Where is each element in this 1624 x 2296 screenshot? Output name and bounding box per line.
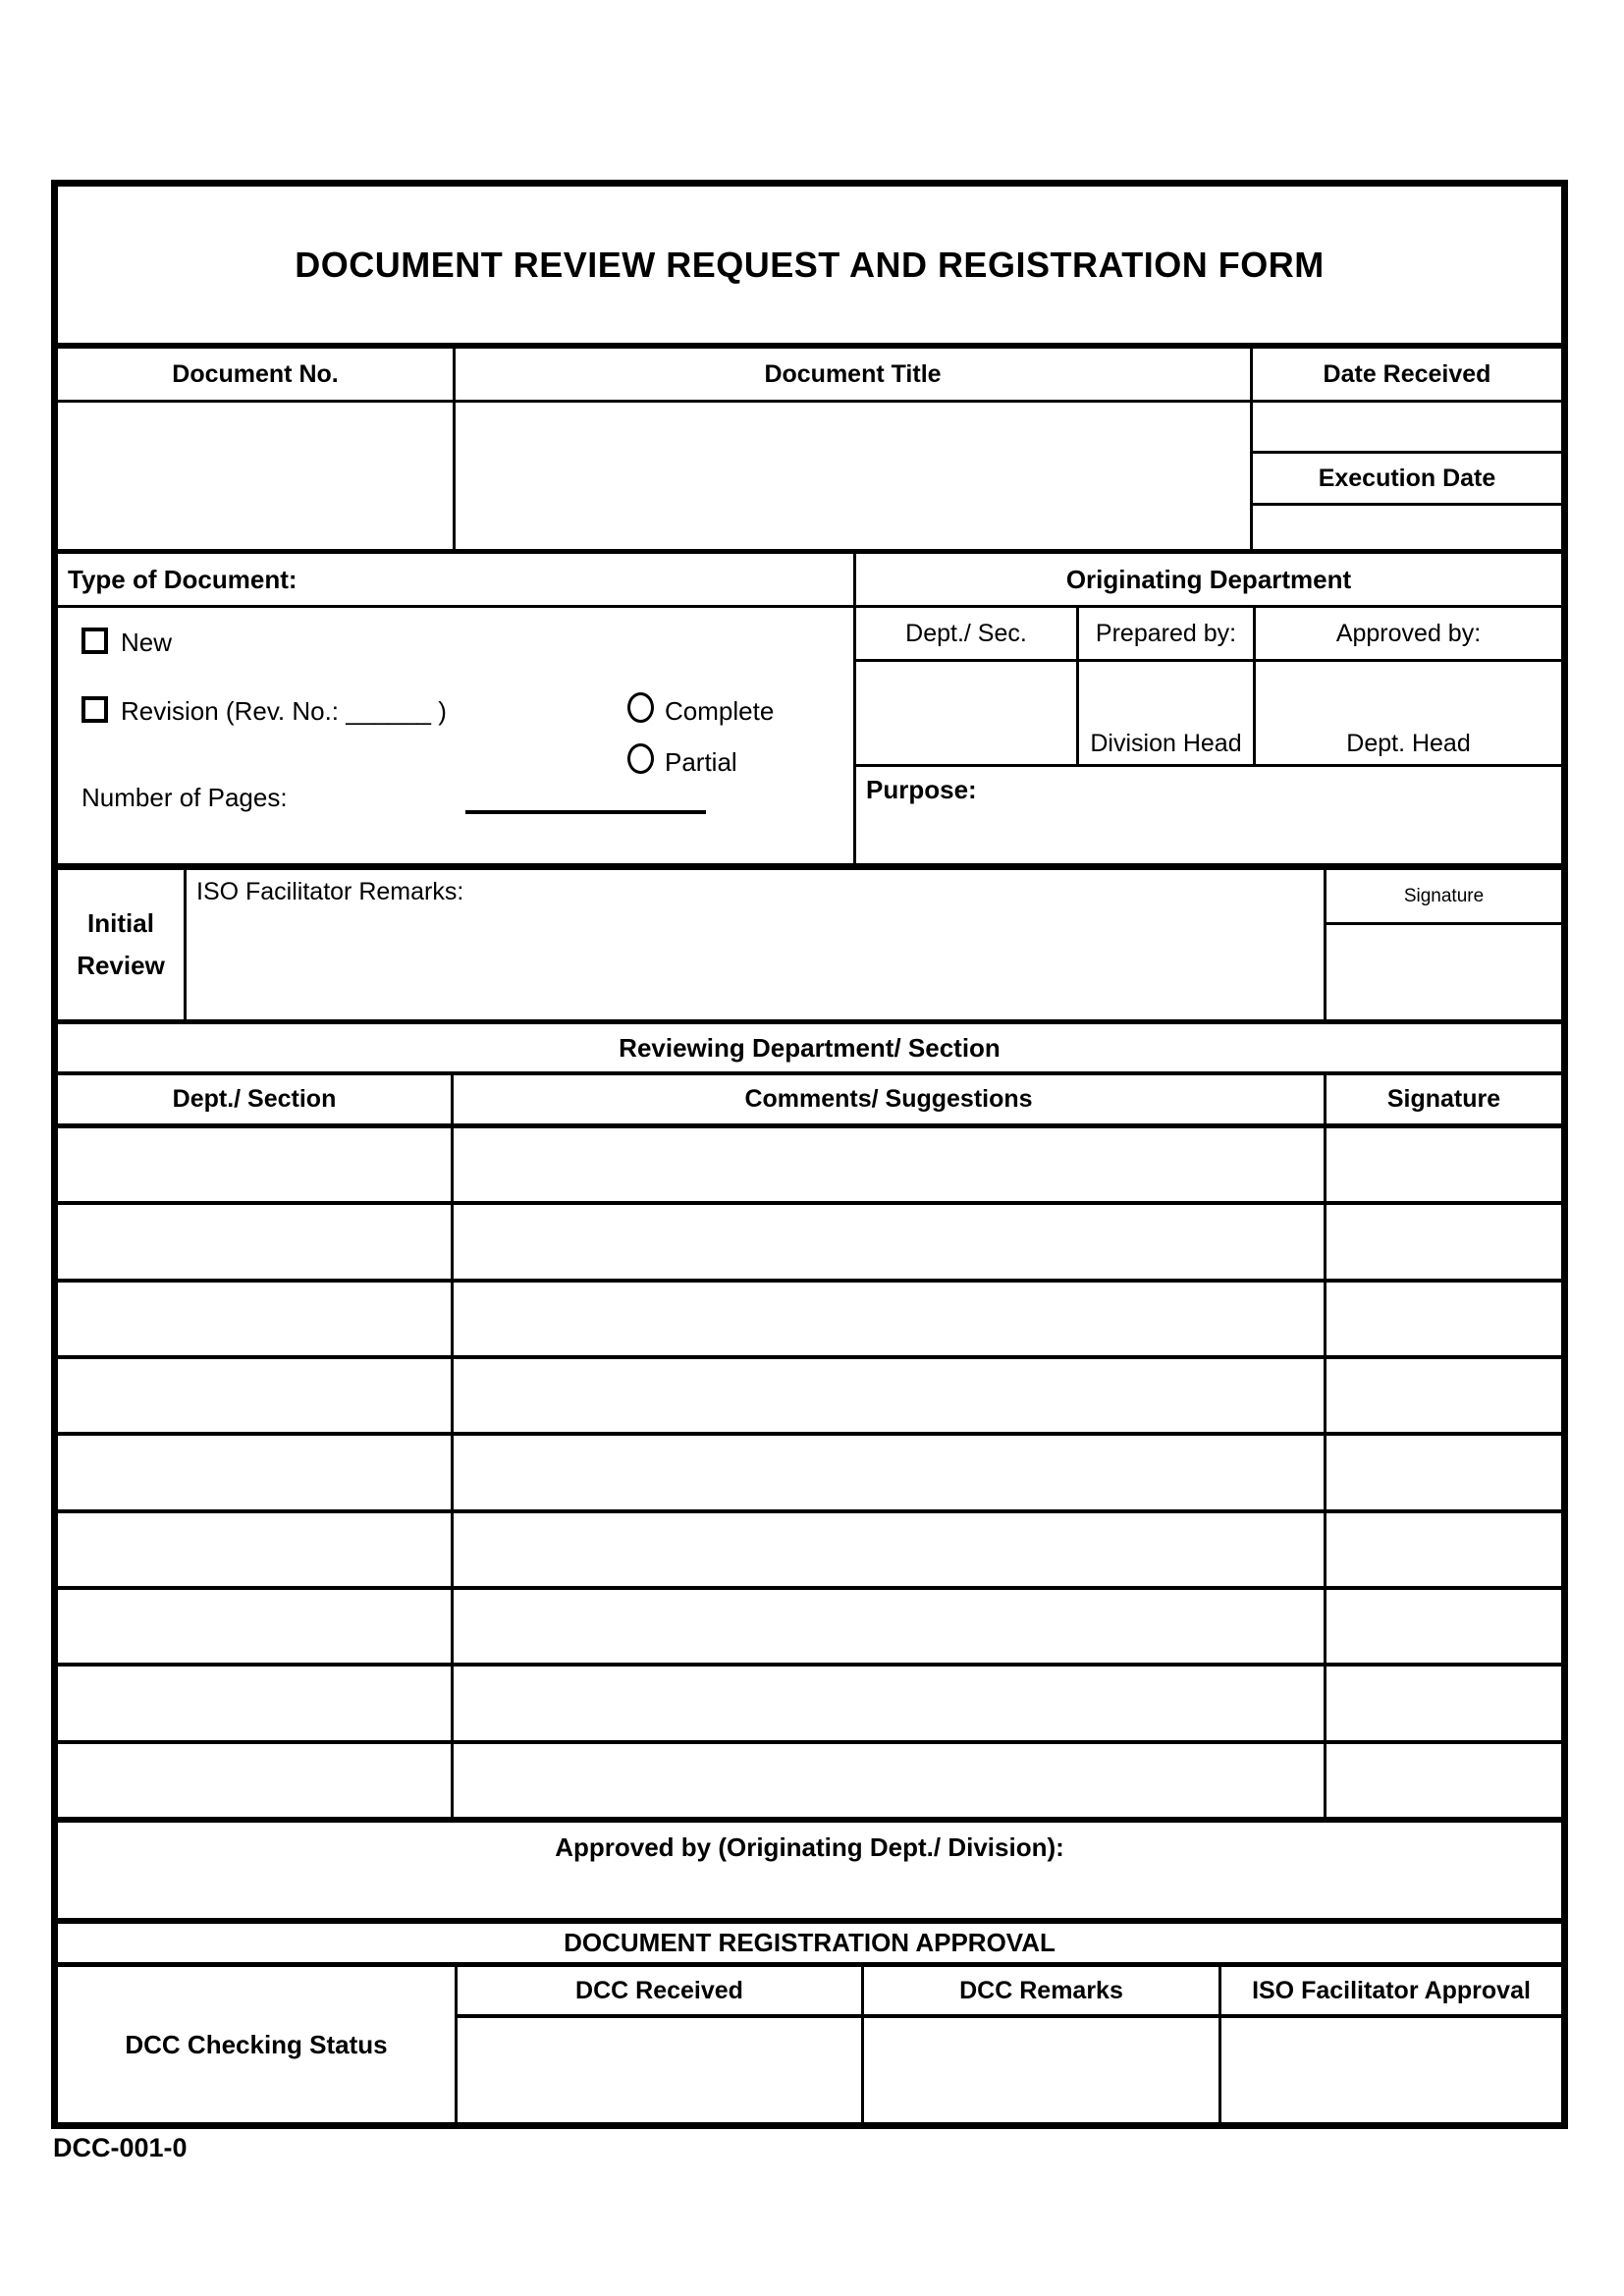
signature-cell[interactable] [1324, 1590, 1561, 1663]
signature-header: Signature [1403, 885, 1485, 906]
iso-facilitator-remarks-label: ISO Facilitator Remarks: [196, 878, 464, 905]
dept-section-cell[interactable] [58, 1590, 451, 1663]
comments-cell[interactable] [451, 1590, 1324, 1663]
document-no-column [58, 349, 453, 549]
dept-section-cell[interactable] [58, 1359, 451, 1432]
dept-sec-header: Dept./ Sec. [905, 619, 1027, 647]
dates-column [1250, 349, 1561, 549]
iso-facilitator-approval-header: ISO Facilitator Approval [1221, 1967, 1561, 2018]
iso-facilitator-approval-field[interactable] [1221, 2018, 1561, 2122]
signature-cell[interactable] [1324, 1205, 1561, 1278]
document-no-header: Document No. [172, 359, 339, 388]
approved-by-header: Approved by: [1335, 619, 1482, 647]
dept-section-cell[interactable] [58, 1744, 451, 1817]
dcc-table [58, 1967, 1561, 2122]
reviewing-section-title: Reviewing Department/ Section [58, 1019, 1561, 1071]
dcc-checking-status-label: DCC Checking Status [125, 2029, 388, 2059]
partial-label: Partial [665, 747, 737, 777]
document-no-field[interactable] [58, 400, 453, 549]
number-of-pages-label: Number of Pages: [81, 783, 288, 812]
date-received-field[interactable] [1253, 400, 1561, 451]
comments-cell[interactable] [451, 1359, 1324, 1432]
comments-cell[interactable] [451, 1283, 1324, 1355]
initial-review-signature-field[interactable] [1326, 922, 1561, 1019]
dept-sec-column [856, 608, 1076, 764]
dept-sec-field[interactable] [856, 659, 1076, 764]
dept-head-label: Dept. Head [1346, 730, 1471, 757]
review-row [58, 1740, 1561, 1817]
iso-facilitator-approval-column [1218, 1967, 1561, 2122]
signature-cell[interactable] [1324, 1744, 1561, 1817]
doc-info-table [58, 343, 1561, 549]
document-review-form [51, 180, 1568, 2129]
approved-by-field[interactable] [1256, 659, 1561, 764]
review-row [58, 1355, 1561, 1432]
purpose-field[interactable] [856, 764, 1561, 863]
signature-column-header: Signature [1324, 1075, 1561, 1123]
execution-date-field[interactable] [1253, 503, 1561, 549]
comments-cell[interactable] [451, 1205, 1324, 1278]
comments-cell[interactable] [451, 1667, 1324, 1739]
division-head-label: Division Head [1090, 730, 1242, 757]
dcc-remarks-column [861, 1967, 1218, 2122]
review-row [58, 1279, 1561, 1355]
signature-cell[interactable] [1324, 1283, 1561, 1355]
type-of-document-box [58, 554, 853, 863]
dept-section-cell[interactable] [58, 1283, 451, 1355]
execution-date-header: Execution Date [1253, 451, 1561, 503]
originating-department-table [856, 608, 1561, 764]
prepared-by-header: Prepared by: [1095, 619, 1237, 647]
document-title-field[interactable] [456, 400, 1250, 549]
originating-department-header: Originating Department [856, 554, 1561, 608]
form-title: DOCUMENT REVIEW REQUEST AND REGISTRATION FORM [295, 244, 1325, 285]
dept-section-cell[interactable] [58, 1128, 451, 1201]
type-of-document-options [58, 608, 853, 863]
comments-suggestions-column-header: Comments/ Suggestions [451, 1075, 1324, 1123]
review-row [58, 1586, 1561, 1663]
document-title-column [453, 349, 1250, 549]
footer-code: DCC-001-0 [53, 2133, 188, 2162]
signature-cell[interactable] [1324, 1667, 1561, 1739]
review-row [58, 1201, 1561, 1278]
title-band [58, 187, 1561, 343]
partial-radio[interactable] [627, 743, 654, 774]
review-row [58, 1128, 1561, 1201]
prepared-by-column [1076, 608, 1253, 764]
complete-radio[interactable] [627, 692, 654, 723]
complete-label: Complete [665, 696, 775, 726]
comments-cell[interactable] [451, 1513, 1324, 1586]
initial-review-section [58, 863, 1561, 1019]
comments-cell[interactable] [451, 1436, 1324, 1508]
signature-cell[interactable] [1324, 1359, 1561, 1432]
dcc-remarks-header: DCC Remarks [864, 1967, 1218, 2018]
dcc-received-column [455, 1967, 861, 2122]
dcc-received-header: DCC Received [458, 1967, 861, 2018]
date-received-header: Date Received [1323, 359, 1491, 388]
approved-by-originating-label: Approved by (Originating Dept./ Division): [555, 1832, 1064, 1862]
review-row [58, 1509, 1561, 1586]
prepared-by-field[interactable] [1079, 659, 1253, 764]
originating-department-box [853, 554, 1561, 863]
revision-checkbox[interactable] [81, 696, 108, 723]
signature-cell[interactable] [1324, 1513, 1561, 1586]
review-row [58, 1663, 1561, 1739]
number-of-pages-blank[interactable] [465, 783, 706, 814]
revision-label: Revision (Rev. No.: ______ ) [121, 696, 447, 726]
signature-cell[interactable] [1324, 1436, 1561, 1508]
signature-cell[interactable] [1324, 1128, 1561, 1201]
dept-section-cell[interactable] [58, 1436, 451, 1508]
type-of-document-label: Type of Document: [58, 554, 853, 608]
initial-review-label: Initial Review [77, 908, 165, 980]
iso-facilitator-remarks-field[interactable] [184, 870, 1324, 1019]
comments-cell[interactable] [451, 1128, 1324, 1201]
new-label: New [121, 628, 173, 657]
new-checkbox[interactable] [81, 628, 108, 654]
reviewing-table-header [58, 1071, 1561, 1123]
document-registration-approval-title: DOCUMENT REGISTRATION APPROVAL [58, 1918, 1561, 1967]
type-origin-section [58, 549, 1561, 863]
dept-section-cell[interactable] [58, 1667, 451, 1739]
reviewing-table-body [58, 1123, 1561, 1817]
document-title-header: Document Title [764, 359, 942, 388]
dept-section-column-header: Dept./ Section [172, 1085, 337, 1113]
dept-section-cell[interactable] [58, 1513, 451, 1586]
approved-by-originating-field[interactable] [58, 1817, 1561, 1918]
approved-by-column [1253, 608, 1561, 764]
dept-section-cell[interactable] [58, 1205, 451, 1278]
dcc-received-field[interactable] [458, 2018, 861, 2122]
dcc-remarks-field[interactable] [864, 2018, 1218, 2122]
initial-review-signature-column [1324, 870, 1561, 1019]
review-row [58, 1432, 1561, 1508]
purpose-label: Purpose: [866, 775, 977, 804]
comments-cell[interactable] [451, 1744, 1324, 1817]
